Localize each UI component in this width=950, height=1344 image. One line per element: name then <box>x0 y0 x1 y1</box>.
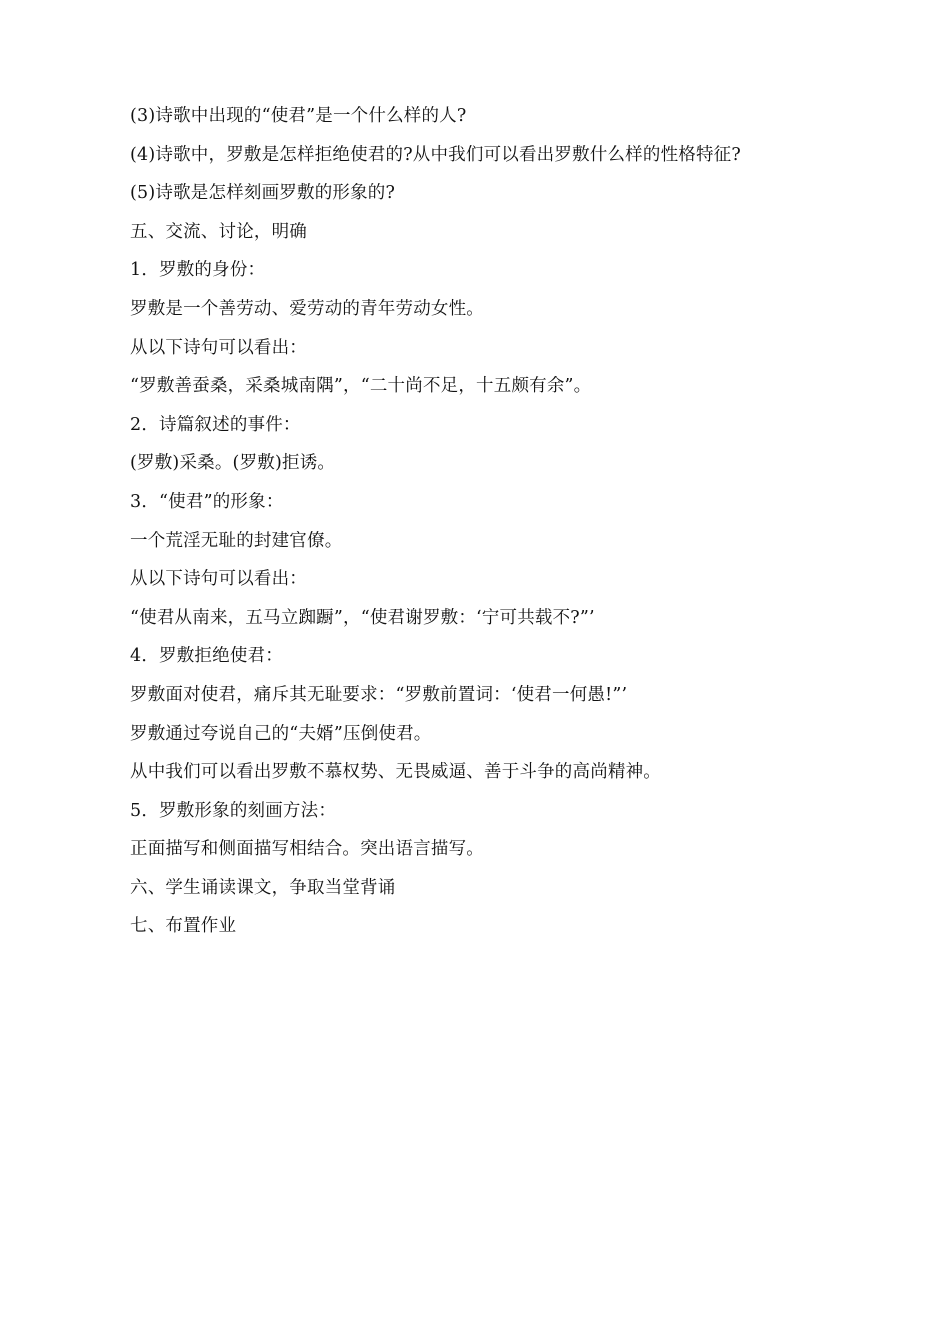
point-1-evidence-intro: 从以下诗句可以看出： <box>130 337 307 358</box>
point-3-evidence-intro: 从以下诗句可以看出： <box>130 569 307 590</box>
point-4-text-3: 从中我们可以看出罗敷不慕权势、无畏威逼、善于斗争的高尚精神。 <box>130 762 661 783</box>
point-5-text: 正面描写和侧面描写相结合。突出语言描写。 <box>130 839 484 860</box>
point-3-quote: “使君从南来，五马立踟蹰”，“使君谢罗敷：‘宁可共载不?”’ <box>130 607 595 628</box>
point-2-text: (罗敷)采桑。(罗敷)拒诱。 <box>130 453 336 474</box>
section-7-heading: 七、布置作业 <box>130 916 237 937</box>
point-3-heading: 3．“使君”的形象： <box>130 491 284 512</box>
question-3-line: (3)诗歌中出现的“使君”是一个什么样的人? <box>130 106 467 126</box>
section-5-heading: 五、交流、讨论，明确 <box>130 221 307 242</box>
point-5-heading: 5．罗敷形象的刻画方法： <box>130 800 337 821</box>
point-3-text: 一个荒淫无耻的封建官僚。 <box>130 530 343 551</box>
section-6-heading: 六、学生诵读课文，争取当堂背诵 <box>130 877 396 898</box>
document-body <box>130 97 830 946</box>
question-5-line: (5)诗歌是怎样刻画罗敷的形象的? <box>130 183 396 204</box>
point-1-heading: 1．罗敷的身份： <box>130 260 266 281</box>
point-1-quote: “罗敷善蚕桑，采桑城南隅”，“二十尚不足，十五颇有余”。 <box>130 376 592 397</box>
point-4-heading: 4．罗敷拒绝使君： <box>130 646 283 667</box>
point-4-text-1: 罗敷面对使君，痛斥其无耻要求：“罗敷前置词：‘使君一何愚!”’ <box>130 684 628 705</box>
point-2-heading: 2．诗篇叙述的事件： <box>130 414 301 435</box>
point-1-text: 罗敷是一个善劳动、爱劳动的青年劳动女性。 <box>130 298 484 319</box>
question-4-line: (4)诗歌中，罗敷是怎样拒绝使君的?从中我们可以看出罗敷什么样的性格特征? <box>130 144 741 165</box>
point-4-text-2: 罗敷通过夸说自己的“夫婿”压倒使君。 <box>130 723 432 744</box>
